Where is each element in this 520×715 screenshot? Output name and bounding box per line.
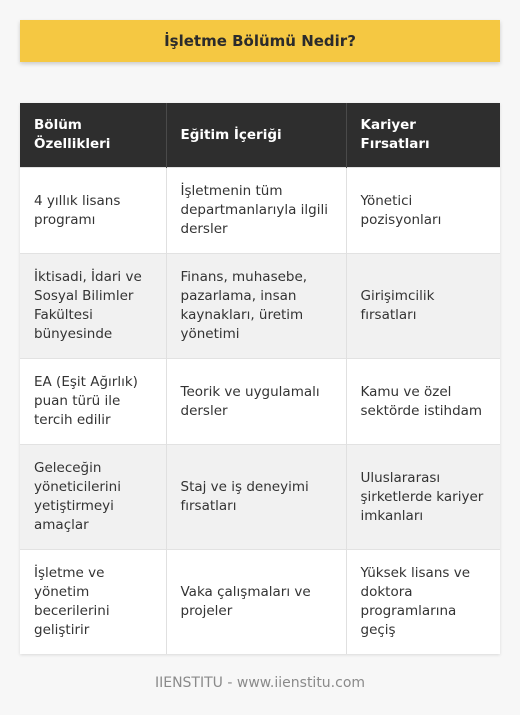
footer-credit: IIENSTITU - www.iienstitu.com — [154, 675, 366, 691]
table-cell: Uluslararası şirketlerde kariyer imkanları — [346, 445, 500, 550]
table-cell: 4 yıllık lisans programı — [20, 168, 166, 254]
table-cell: Girişimcilik fırsatları — [346, 254, 500, 359]
table-cell: Yüksek lisans ve doktora programlarına geçiş — [346, 550, 500, 655]
table-row — [20, 168, 500, 254]
column-header-career: Kariyer Fırsatları — [346, 103, 500, 168]
column-header-features: Bölüm Özellikleri — [20, 103, 166, 168]
table-row — [20, 550, 500, 655]
table-cell: Staj ve iş deneyimi fırsatları — [166, 445, 346, 550]
table-cell: EA (Eşit Ağırlık) puan türü ile tercih edilir — [20, 359, 166, 445]
table-cell: Yönetici pozisyonları — [346, 168, 500, 254]
table-cell: Vaka çalışmaları ve projeler — [166, 550, 346, 655]
table-row — [20, 445, 500, 550]
table-header-row — [20, 103, 500, 168]
table-cell: İktisadi, İdari ve Sosyal Bilimler Fakültesi bünyesinde — [20, 254, 166, 359]
table-cell: İşletmenin tüm departmanlarıyla ilgili dersler — [166, 168, 346, 254]
table-cell: Geleceğin yöneticilerini yetiştirmeyi amaçlar — [20, 445, 166, 550]
column-header-content: Eğitim İçeriği — [166, 103, 346, 168]
table-cell: İşletme ve yönetim becerilerini geliştirir — [20, 550, 166, 655]
table-cell: Kamu ve özel sektörde istihdam — [346, 359, 500, 445]
table-row — [20, 254, 500, 359]
table-cell: Finans, muhasebe, pazarlama, insan kaynakları, üretim yönetimi — [166, 254, 346, 359]
page-title: İşletme Bölümü Nedir? — [20, 20, 500, 62]
table-cell: Teorik ve uygulamalı dersler — [166, 359, 346, 445]
info-table — [20, 103, 500, 654]
table-row — [20, 359, 500, 445]
